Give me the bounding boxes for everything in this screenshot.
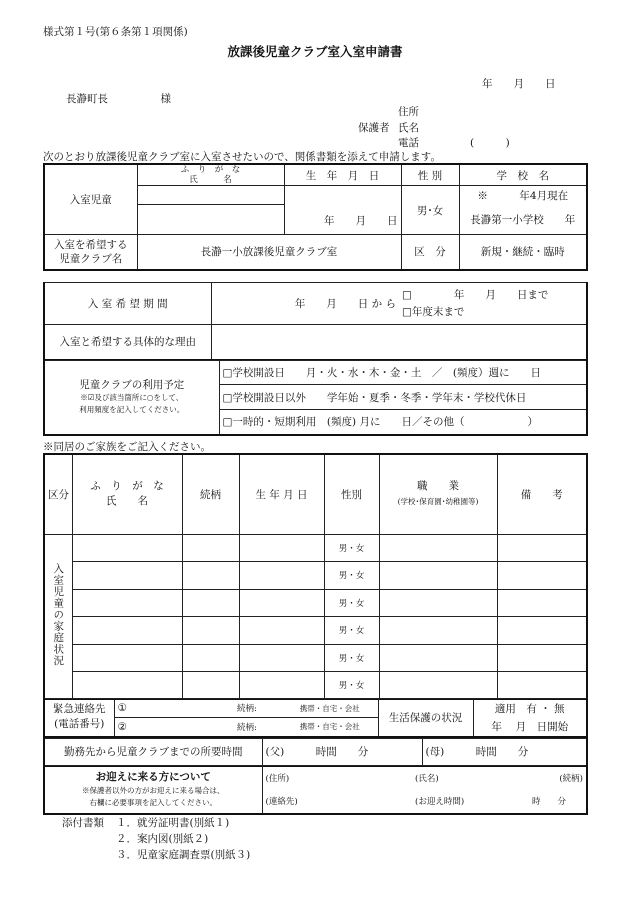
family-row-job[interactable] — [379, 616, 497, 644]
emergency-2-relation[interactable]: 続柄: — [234, 718, 282, 737]
school-field[interactable]: 長瀞第一小学校 年 — [459, 205, 587, 235]
family-caption: ※同居のご家族をご記入ください。 — [43, 441, 211, 453]
family-side-label: 入室児童の家庭状況 — [44, 534, 72, 699]
usage-row-school-days[interactable]: □学校開設日 月・火・水・木・金・土 ／ (頻度）週に 日 — [219, 361, 587, 385]
period-to[interactable] — [399, 283, 587, 325]
name-label: 氏名 — [398, 122, 419, 134]
col-sex: 性別 — [324, 454, 379, 534]
family-row-job[interactable] — [379, 644, 497, 671]
usage-row-temporary[interactable]: □一時的・短期利用 (頻度) 月に 日／その他（ ） — [219, 410, 587, 435]
family-row-birth[interactable] — [239, 644, 324, 671]
pickup-label: お迎えに来る方について ※保護者以外の方がお迎えに来る場合は、 右欄に必要事項を記入してください。 — [44, 766, 262, 814]
welfare-start[interactable]: 年 月 日開始 — [473, 718, 587, 737]
period-label: 入 室 希 望 期 間 — [44, 283, 211, 325]
emergency-2-number[interactable]: ② — [114, 718, 234, 737]
emergency-label: 緊急連絡先 (電話番号) — [44, 699, 114, 737]
family-row-sex[interactable]: 男・女 — [324, 616, 379, 644]
usage-row-non-school-days[interactable]: □学校開設日以外 学年始・夏季・冬季・学年末・学校代休日 — [219, 385, 587, 410]
school-header: 学 校 名 — [459, 164, 587, 186]
reason-label: 入室と希望する具体的な理由 — [44, 325, 211, 360]
family-table — [43, 453, 588, 700]
family-row-remarks[interactable] — [497, 616, 587, 644]
family-row-sex[interactable]: 男・女 — [324, 589, 379, 616]
attachment-item: ２．案内図(別紙２) — [116, 833, 209, 845]
family-row-name[interactable] — [72, 671, 182, 699]
pickup-relation[interactable]: (続柄) — [512, 766, 587, 790]
sex-header: 性 別 — [401, 164, 459, 186]
family-row-job[interactable] — [379, 561, 497, 589]
col-name: ふ り が な 氏 名 — [72, 454, 182, 534]
family-row-remarks[interactable] — [497, 644, 587, 671]
family-row-sex[interactable]: 男・女 — [324, 671, 379, 699]
style-number: 様式第１号(第６条第１項関係) — [43, 26, 188, 38]
family-row-relation[interactable] — [182, 671, 239, 699]
family-row-birth[interactable] — [239, 671, 324, 699]
family-row-name[interactable] — [72, 561, 182, 589]
emergency-1-relation[interactable]: 続柄: — [234, 699, 282, 718]
club-name: 長瀞一小放課後児童クラブ室 — [137, 235, 401, 270]
family-row-birth[interactable] — [239, 534, 324, 561]
family-row-sex[interactable]: 男・女 — [324, 561, 379, 589]
pickup-name[interactable]: (氏名) — [412, 766, 512, 790]
family-row-name[interactable] — [72, 644, 182, 671]
applicant-label: 保護者 — [358, 122, 390, 134]
commute-mother[interactable]: (母) 時間 分 — [422, 739, 587, 766]
pickup-time-value[interactable]: 時 分 — [512, 790, 587, 814]
attachment-item: １．就労証明書(別紙１) — [116, 817, 230, 829]
division-label: 区 分 — [401, 235, 459, 270]
application-table — [43, 163, 588, 271]
page-title: 放課後児童クラブ室入室申請書 — [227, 44, 403, 59]
club-label: 入室を希望する 児童クラブ名 — [44, 235, 137, 270]
family-row-sex[interactable]: 男・女 — [324, 644, 379, 671]
pickup-time[interactable]: (お迎え時間) — [412, 790, 512, 814]
family-row-birth[interactable] — [239, 561, 324, 589]
col-relation: 続柄 — [182, 454, 239, 534]
usage-label: 児童クラブの利用予定 ※☑及び該当箇所に○をして、 利用頻度を記入してください。 — [44, 361, 219, 435]
phone-label: 電話 — [398, 137, 419, 149]
intro-text: 次のとおり放課後児童クラブ室に入室させたいので、関係書類を添えて申請します。 — [43, 151, 441, 163]
birthdate-header: 生 年 月 日 — [284, 164, 401, 186]
period-from[interactable]: 年 月 日 か ら — [211, 283, 399, 325]
emergency-2-kind[interactable]: 携帯・自宅・会社 — [282, 718, 378, 737]
child-name-header: ふ り が な 氏 名 — [137, 164, 284, 186]
emergency-1-kind[interactable]: 携帯・自宅・会社 — [282, 699, 378, 718]
welfare-applied[interactable]: 適用 有 ・ 無 — [473, 699, 587, 718]
addressee: 長瀞町長 様 — [66, 93, 171, 105]
family-row-job[interactable] — [379, 671, 497, 699]
family-row-name[interactable] — [72, 534, 182, 561]
family-row-remarks[interactable] — [497, 671, 587, 699]
sex-field[interactable]: 男･女 — [401, 186, 459, 235]
emergency-1-number[interactable]: ① — [114, 699, 234, 718]
period-option-yearend: □年度末まで — [402, 305, 465, 318]
attachments-label: 添付書類 — [62, 817, 104, 829]
period-table — [43, 282, 588, 361]
division-value[interactable]: 新規・継続・臨時 — [459, 235, 587, 270]
commute-table — [43, 738, 588, 767]
family-row-relation[interactable] — [182, 644, 239, 671]
emergency-table — [43, 698, 588, 738]
col-division: 区分 — [44, 454, 72, 534]
welfare-label: 生活保護の状況 — [378, 699, 473, 737]
pickup-address[interactable]: (住所) — [262, 766, 412, 790]
reason-field[interactable] — [211, 325, 587, 360]
family-row-relation[interactable] — [182, 589, 239, 616]
family-row-remarks[interactable] — [497, 589, 587, 616]
family-row-birth[interactable] — [239, 616, 324, 644]
child-name-field[interactable] — [137, 205, 284, 235]
phone-paren: ( ) — [470, 137, 510, 149]
address-label: 住所 — [398, 106, 419, 118]
col-birthdate: 生 年 月 日 — [239, 454, 324, 534]
date-line: 年 月 日 — [482, 78, 556, 90]
usage-table — [43, 360, 588, 436]
family-row-job[interactable] — [379, 589, 497, 616]
family-row-remarks[interactable] — [497, 561, 587, 589]
school-note: ※ 年4月現在 — [459, 186, 587, 205]
period-option-date: □ 年 月 日まで — [402, 288, 549, 301]
birthdate-field[interactable]: 年 月 日 — [284, 186, 401, 235]
commute-label: 勤務先から児童クラブまでの所要時間 — [44, 739, 262, 766]
child-label: 入室児童 — [44, 164, 137, 235]
pickup-table — [43, 765, 588, 815]
family-row-relation[interactable] — [182, 534, 239, 561]
pickup-contact[interactable]: (連絡先) — [262, 790, 412, 814]
attachment-item: ３．児童家庭調査票(別紙３) — [116, 849, 251, 861]
col-job: 職 業 (学校･保育園･幼稚園等) — [379, 454, 497, 534]
col-remarks: 備 考 — [497, 454, 587, 534]
family-row-relation[interactable] — [182, 616, 239, 644]
child-furigana-field[interactable] — [137, 186, 284, 205]
family-row-name[interactable] — [72, 589, 182, 616]
family-row-relation[interactable] — [182, 561, 239, 589]
commute-father[interactable]: (父) 時間 分 — [262, 739, 422, 766]
family-row-job[interactable] — [379, 534, 497, 561]
family-row-remarks[interactable] — [497, 534, 587, 561]
family-row-sex[interactable]: 男・女 — [324, 534, 379, 561]
family-row-name[interactable] — [72, 616, 182, 644]
family-row-birth[interactable] — [239, 589, 324, 616]
